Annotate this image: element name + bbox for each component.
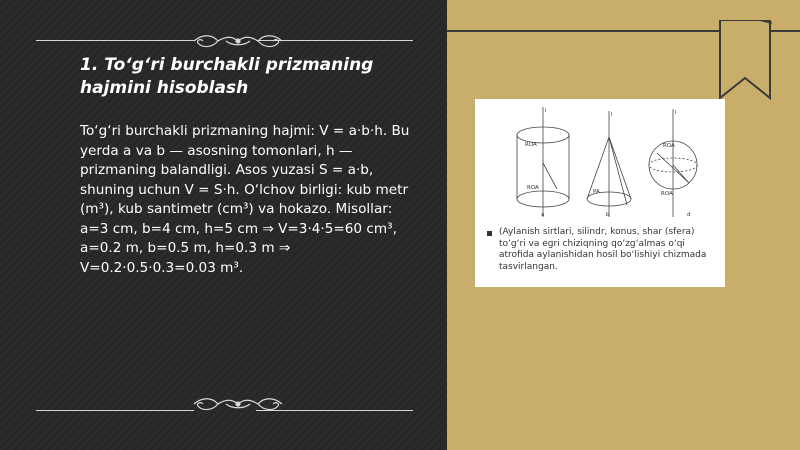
label-roa-3: ROA — [663, 143, 675, 149]
bottom-ornament-line-left — [36, 410, 194, 411]
figure-card — [475, 99, 725, 287]
solids-of-revolution-diagram — [475, 99, 725, 219]
label-axis-3: l — [675, 110, 677, 116]
top-ornament-line-left — [36, 40, 194, 41]
bookmark-ribbon-icon — [718, 20, 772, 100]
slide-title: 1. To‘g‘ri burchakli prizmaning hajmini hisoblash — [80, 55, 374, 98]
label-axis-1: l — [545, 108, 547, 114]
figure-caption: (Aylanish sirtlari, silindr, konus, shar (sfera) to‘g‘ri va egri chiziqning qo‘zg‘almas o‘qi atrofida aylanishidan hosil bo‘lishiyi chizmada tasvirlangan. — [499, 227, 707, 272]
label-axis-2: l — [611, 112, 613, 118]
label-sub-d: d — [687, 212, 691, 218]
top-flourish-icon — [188, 32, 288, 50]
label-roa-4: ROA — [661, 191, 673, 197]
label-pa: PA — [593, 189, 600, 195]
bullet-icon — [487, 231, 492, 236]
label-sub-a: a — [541, 212, 545, 218]
bottom-flourish-icon — [188, 395, 288, 413]
label-roa-1: ROA — [525, 142, 537, 148]
label-sub-b: b — [606, 212, 610, 218]
label-roa-2: ROA — [527, 185, 539, 191]
slide-body: To‘g‘ri burchakli prizmaning hajmi: V = a·b·h. Bu yerda a va b — asosning tomonlari, h — prizmaning balandligi. Asos yuzasi S = a·b, shuning uchun V = S·h. O‘lchov birligi: kub metr (m³), kub santimetr (cm³) va hokazo. Misollar: a=3 cm, b=4 cm, h=5 cm ⇒ V=3·4·5=60 cm³, a=0.2 m, b=0.5 m, h=0.3 m ⇒ V=0.2·0.5·0.3=0.03 m³. — [80, 123, 410, 276]
